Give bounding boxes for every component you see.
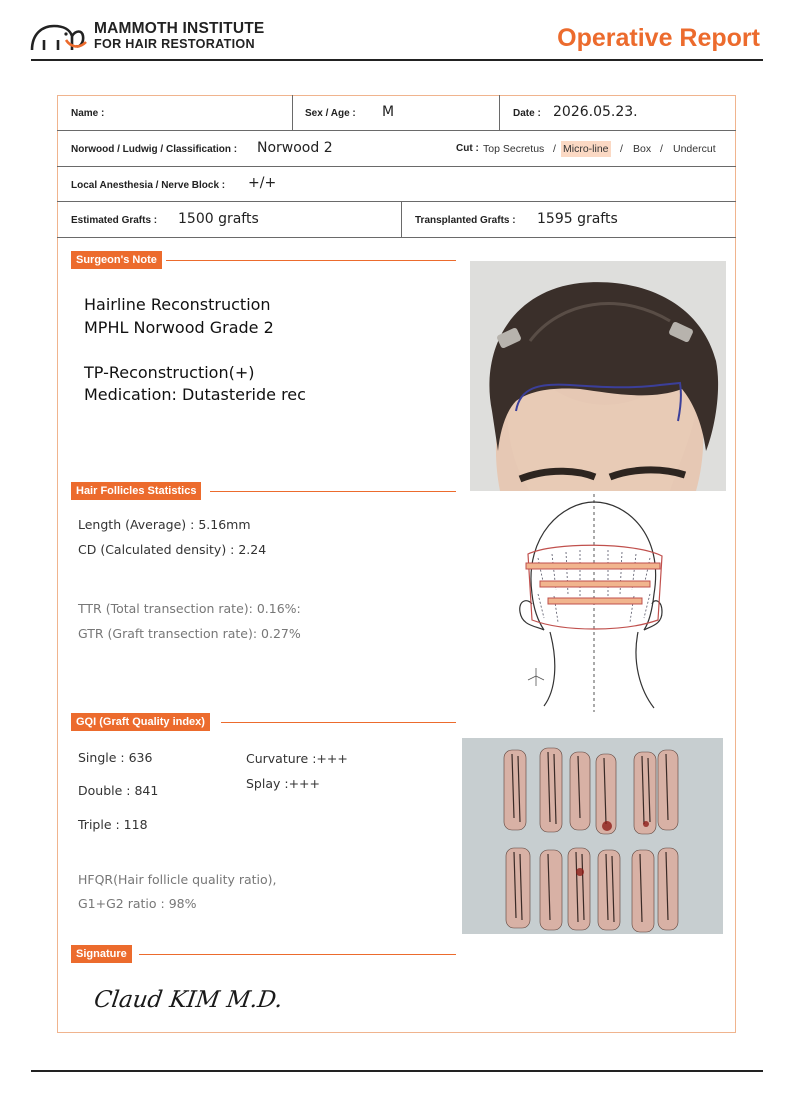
gqi-hfqr-line1: HFQR(Hair follicle quality ratio), — [78, 872, 277, 887]
transplanted-grafts-label: Transplanted Grafts : — [415, 215, 516, 226]
section-line — [221, 722, 456, 723]
anesthesia-value: +/+ — [248, 175, 277, 191]
graft-photo — [462, 738, 723, 934]
stat-length: Length (Average) : 5.16mm — [78, 517, 251, 532]
divider — [401, 202, 402, 237]
gqi-triple: Triple : 118 — [78, 817, 148, 832]
note-line: TP-Reconstruction(+) — [84, 363, 255, 382]
section-line — [210, 491, 456, 492]
stat-ttr: TTR (Total transection rate): 0.16%: — [78, 601, 301, 616]
signature-header — [71, 945, 456, 963]
header-rule — [31, 59, 763, 61]
cut-separator: / — [553, 143, 556, 155]
estimated-grafts-label: Estimated Grafts : — [71, 215, 158, 226]
donor-area-diagram — [514, 494, 664, 712]
classification-label: Norwood / Ludwig / Classification : — [71, 144, 238, 155]
follicle-stats-title: Hair Follicles Statistics — [71, 482, 201, 500]
row-patient-basic — [57, 95, 736, 131]
classification-value: Norwood 2 — [257, 140, 333, 156]
estimated-grafts-value: 1500 grafts — [178, 211, 259, 227]
row-grafts — [57, 202, 736, 238]
hairline-photo — [470, 261, 726, 491]
surgeons-note-title: Surgeon's Note — [71, 251, 162, 269]
institute-logo — [30, 18, 280, 54]
sex-age-value: M — [382, 104, 395, 120]
institute-name-line1: MAMMOTH INSTITUTE — [94, 20, 265, 37]
gqi-header — [71, 713, 456, 731]
svg-text:Claud KIM M.D.: Claud KIM M.D. — [95, 987, 285, 1013]
handwritten-signature — [95, 980, 295, 1021]
anesthesia-label: Local Anesthesia / Nerve Block : — [71, 180, 226, 191]
note-line: Hairline Reconstruction — [84, 295, 271, 314]
mammoth-icon — [30, 20, 90, 54]
note-line: MPHL Norwood Grade 2 — [84, 318, 274, 337]
cut-option-undercut: Undercut — [673, 143, 716, 155]
signature-title: Signature — [71, 945, 132, 963]
gqi-curvature: Curvature :+++ — [246, 751, 348, 766]
row-anesthesia — [57, 167, 736, 202]
follicle-stats-header — [71, 482, 456, 500]
sex-age-label: Sex / Age : — [305, 108, 356, 119]
row-classification — [57, 131, 736, 167]
transplanted-grafts-value: 1595 grafts — [537, 211, 618, 227]
gqi-hfqr-line2: G1+G2 ratio : 98% — [78, 896, 197, 911]
cut-option-micro-line: Micro-line — [563, 143, 609, 155]
surgeons-note-header — [71, 251, 456, 269]
name-label: Name : — [71, 108, 105, 119]
gqi-splay: Splay :+++ — [246, 776, 321, 791]
cut-label: Cut : — [456, 143, 479, 154]
divider — [292, 95, 293, 130]
stat-cd: CD (Calculated density) : 2.24 — [78, 542, 267, 557]
divider — [499, 95, 500, 130]
section-line — [166, 260, 456, 261]
cut-separator: / — [660, 143, 663, 155]
gqi-double: Double : 841 — [78, 783, 159, 798]
report-title: Operative Report — [557, 24, 760, 52]
gqi-title: GQI (Graft Quality index) — [71, 713, 210, 731]
note-line: Medication: Dutasteride rec — [84, 385, 306, 404]
stat-gtr: GTR (Graft transection rate): 0.27% — [78, 626, 301, 641]
section-line — [139, 954, 456, 955]
cut-option-top-secretus: Top Secretus — [483, 143, 545, 155]
gqi-single: Single : 636 — [78, 750, 153, 765]
institute-name-line2: FOR HAIR RESTORATION — [94, 37, 255, 51]
date-value: 2026.05.23. — [553, 104, 638, 120]
cut-separator: / — [620, 143, 623, 155]
date-label: Date : — [513, 108, 541, 119]
footer-rule — [31, 1070, 763, 1072]
cut-option-box: Box — [633, 143, 652, 155]
